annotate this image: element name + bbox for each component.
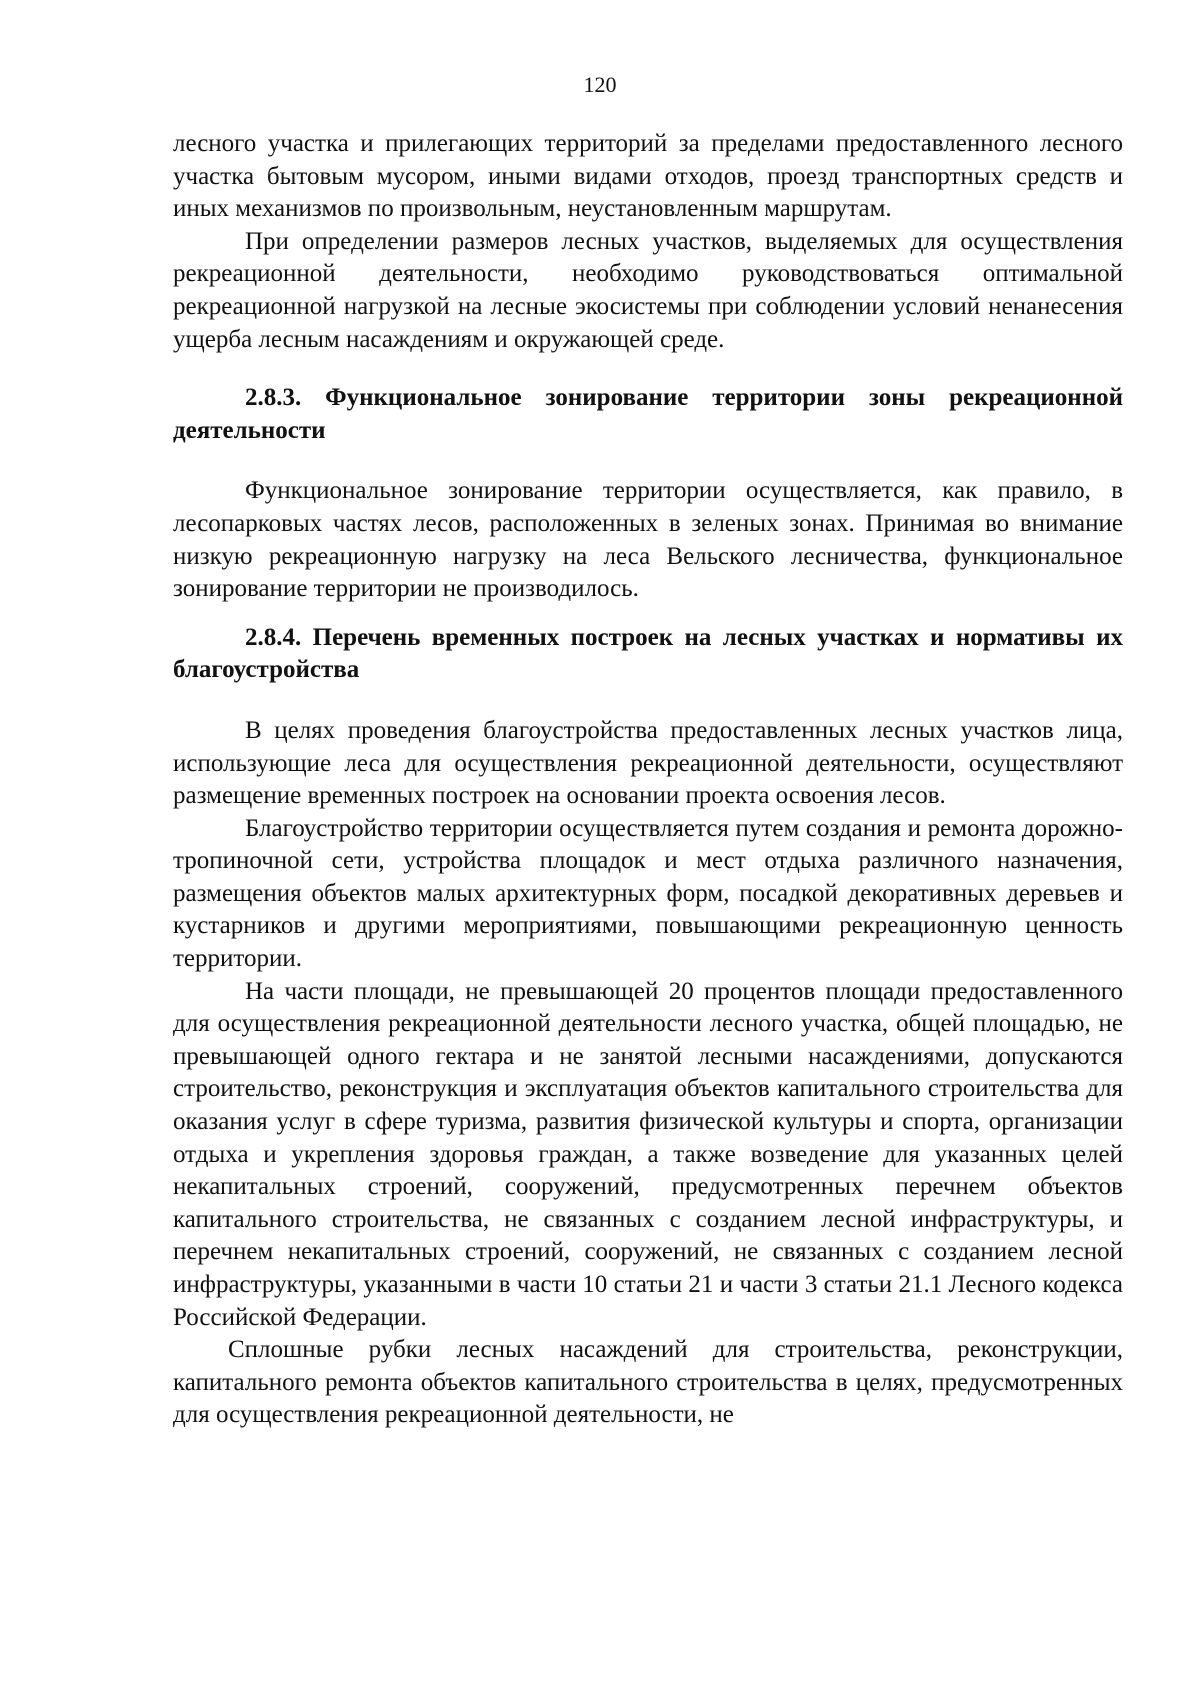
paragraph-zoning: Функциональное зонирование территории осуществляется, как правило, в лесопарковых частях лесов, расположенных в зеленых зонах. Принимая во внимание низкую рекреационную нагрузку на леса Вельского лесничества, функциональное зонирование территории не производилось. — [173, 477, 1123, 603]
paragraph-continuation: лесного участка и прилегающих территорий за пределами предоставленного лесного участка бытовым мусором, иными видами отходов, проезд транспортных средств и иных механизмов по произвольным, неустановленным маршрутам. — [173, 130, 1123, 223]
paragraph-capital-construction: На части площади, не превышающей 20 процентов площади предоставленного для осуществления рекреационной деятельности лесного участка, общей площадью, не превышающей одного гектара и не занятой лесными насаждениями, допускаются строительство, реконструкция и эксплуатация объектов капитального строительства для оказания услуг в сфере туризма, развития физической культуры и спорта, организации отдыха и укрепления здоровья граждан, а также возведение для указанных целей некапитальных строений, сооружений, предусмотренных перечнем объектов капитального строительства, не связанных с созданием лесной инфраструктуры, и перечнем некапитальных строений, сооружений, не связанных с созданием лесной инфраструктуры, указанными в части 10 статьи 21 и части 3 статьи 21.1 Лесного кодекса Российской Федерации. — [173, 977, 1123, 1331]
paragraph-improvement: Благоустройство территории осуществляется путем создания и ремонта дорожно-тропиночной сети, устройства площадок и мест отдыха различного назначения, размещения объектов малых архитектурных форм, посадкой декоративных деревьев и кустарников и другими мероприятиями, повышающими рекреационную ценность территории. — [173, 814, 1123, 973]
page-number: 120 — [583, 72, 617, 97]
paragraph-clear-cutting: Сплошные рубки лесных насаждений для строительства, реконструкции, капитального ремонта объектов капитального строительства в целях, предусмотренных для осуществления рекреационной деятельности, не — [173, 1336, 1123, 1429]
page-body — [173, 128, 1123, 1432]
paragraph-plot-size: При определении размеров лесных участков, выделяемых для осуществления рекреационной деятельности, необходимо руководствоваться оптимальной рекреационной нагрузкой на лесные экосистемы при соблюдении условий ненанесения ущерба лесным насаждениям и окружающей среде. — [173, 227, 1123, 353]
section-heading-2-8-3: 2.8.3. Функциональное зонирование территории зоны рекреационной деятельности — [173, 384, 1123, 444]
paragraph-temporary-buildings: В целях проведения благоустройства предоставленных лесных участков лица, использующие леса для осуществления рекреационной деятельности, осуществляют размещение временных построек на основании проекта освоения лесов. — [173, 716, 1123, 810]
section-heading-2-8-4: 2.8.4. Перечень временных построек на лесных участках и нормативы их благоустройства — [173, 623, 1123, 684]
